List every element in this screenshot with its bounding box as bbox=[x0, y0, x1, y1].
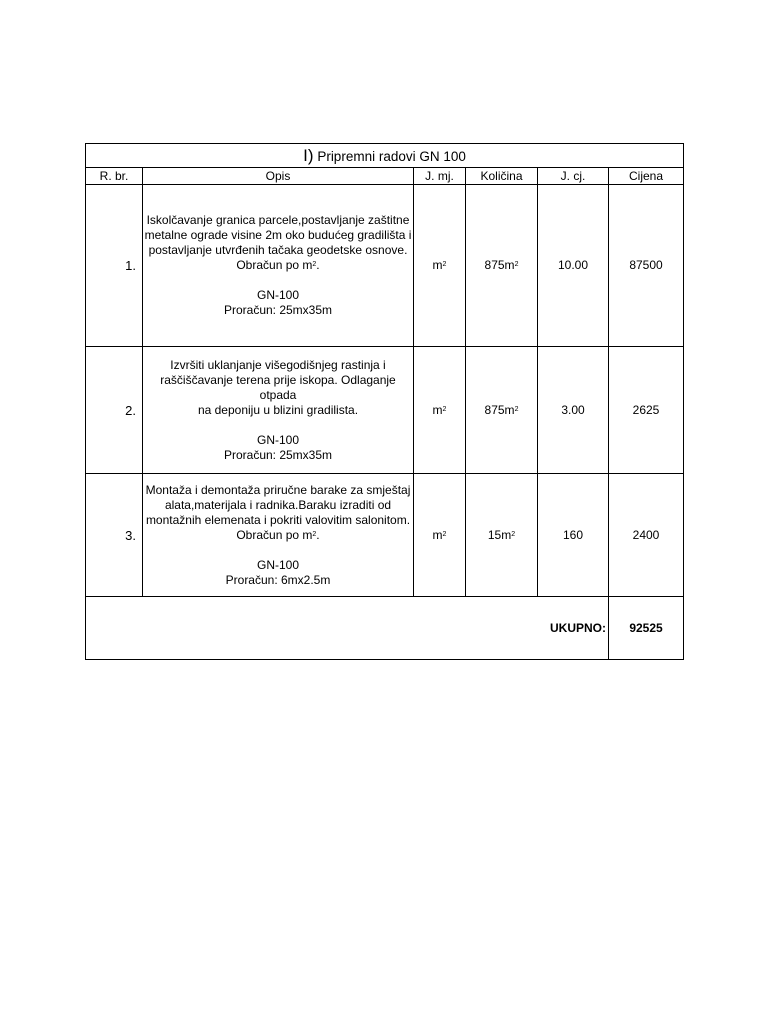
description-line: Proračun: 25mx35m bbox=[223, 447, 333, 462]
description-line-obracun: Obračun po $m^2$. bbox=[236, 258, 320, 272]
superscript: 2 bbox=[312, 530, 317, 538]
description-line: Proračun: 6mx2.5m bbox=[225, 572, 331, 587]
unit-base: m bbox=[432, 527, 443, 542]
description-line: montažnih elemenata i pokriti valovitim salonitom. bbox=[145, 512, 411, 527]
item-description bbox=[143, 347, 414, 474]
section-title bbox=[86, 144, 684, 168]
bill-of-quantities-table bbox=[85, 143, 684, 660]
unit-base: m bbox=[432, 258, 443, 272]
quantity-base: 875m bbox=[484, 258, 515, 272]
item-number: 2. bbox=[86, 347, 143, 474]
item-number: 1. bbox=[86, 185, 143, 347]
total-label: UKUPNO: bbox=[538, 597, 609, 660]
item-quantity bbox=[466, 347, 538, 474]
superscript: 2 bbox=[442, 261, 447, 268]
section-title-text: Pripremni radovi GN 100 bbox=[317, 148, 466, 164]
column-header-opis: Opis bbox=[143, 168, 414, 185]
description-gap bbox=[143, 543, 413, 558]
column-header-kolicina: Količina bbox=[466, 168, 538, 185]
description-line: alata,materijala i radnika.Baraku izraditi od bbox=[164, 497, 392, 512]
table-row bbox=[86, 474, 684, 597]
superscript: 2 bbox=[442, 530, 447, 538]
total-spacer bbox=[86, 597, 538, 660]
description-line: GN-100 bbox=[256, 288, 300, 302]
bill-of-quantities-sheet bbox=[85, 143, 683, 660]
item-description bbox=[143, 474, 414, 597]
item-unit-price: 3.00 bbox=[538, 347, 609, 474]
item-price: 87500 bbox=[609, 185, 684, 347]
description-line: Montaža i demontaža priručne barake za smještaj bbox=[145, 482, 411, 497]
item-description bbox=[143, 185, 414, 347]
obracun-text: Obračun po m bbox=[236, 527, 313, 542]
superscript: 2 bbox=[442, 405, 447, 413]
description-gap bbox=[143, 418, 413, 433]
superscript: 2 bbox=[514, 261, 519, 268]
column-header-cijena: Cijena bbox=[609, 168, 684, 185]
item-unit bbox=[414, 185, 466, 347]
item-number: 3. bbox=[86, 474, 143, 597]
item-unit bbox=[414, 474, 466, 597]
obracun-text: Obračun po m bbox=[236, 258, 313, 272]
table-row bbox=[86, 347, 684, 474]
description-gap bbox=[143, 273, 413, 288]
table-row bbox=[86, 185, 684, 347]
column-header-jmj: J. mj. bbox=[414, 168, 466, 185]
item-unit-price: 160 bbox=[538, 474, 609, 597]
total-value: 92525 bbox=[609, 597, 684, 660]
quantity-base: 15m bbox=[487, 527, 512, 542]
item-price: 2400 bbox=[609, 474, 684, 597]
item-unit-price: 10.00 bbox=[538, 185, 609, 347]
superscript: 2 bbox=[514, 405, 519, 413]
description-line: GN-100 bbox=[256, 432, 300, 447]
item-quantity bbox=[466, 474, 538, 597]
item-price: 2625 bbox=[609, 347, 684, 474]
description-line: postavljanje utvrđenih tačaka geodetske osnove. bbox=[148, 243, 408, 257]
description-line: Iskolčavanje granica parcele,postavljanje zaštitne bbox=[146, 213, 410, 227]
quantity-base: 875m bbox=[484, 402, 515, 417]
item-unit bbox=[414, 347, 466, 474]
column-header-rbr: R. br. bbox=[86, 168, 143, 185]
description-line: metalne ograde visine 2m oko budućeg gradilišta i bbox=[144, 228, 412, 242]
column-header-row bbox=[86, 168, 684, 185]
description-line: GN-100 bbox=[256, 557, 300, 572]
superscript: 2 bbox=[312, 261, 317, 268]
description-line: raščiščavanje terena prije iskopa. Odlaganje otpada bbox=[160, 372, 396, 402]
description-line: na deponiju u blizini gradilista. bbox=[197, 402, 359, 417]
total-row bbox=[86, 597, 684, 660]
section-title-row bbox=[86, 144, 684, 168]
description-line: Izvršiti uklanjanje višegodišnjeg rastinja i bbox=[170, 357, 386, 372]
item-quantity bbox=[466, 185, 538, 347]
section-roman-numeral: I) bbox=[303, 145, 314, 165]
unit-base: m bbox=[432, 402, 443, 417]
description-line: Proračun: 25mx35m bbox=[223, 303, 333, 317]
superscript: 2 bbox=[511, 530, 516, 538]
column-header-jcj: J. cj. bbox=[538, 168, 609, 185]
description-line-obracun: Obračun po $m^2$. bbox=[236, 527, 320, 542]
